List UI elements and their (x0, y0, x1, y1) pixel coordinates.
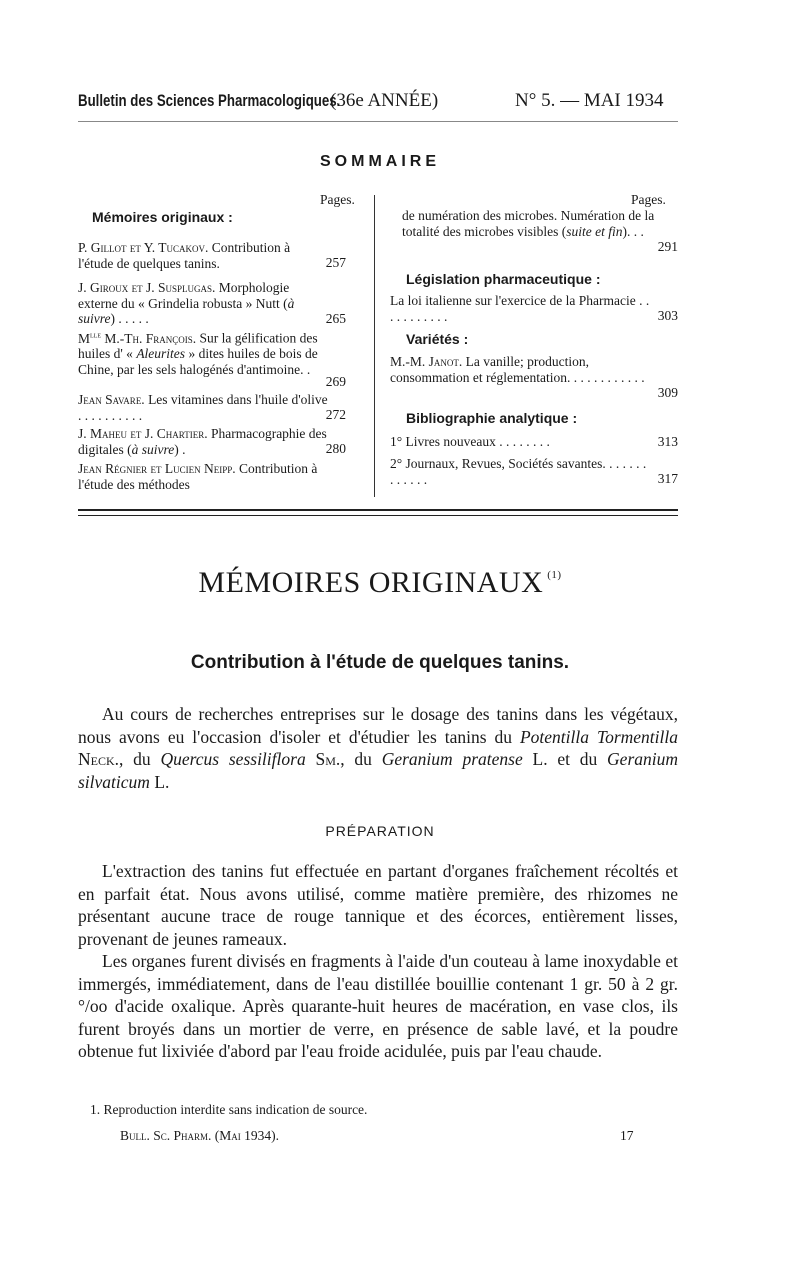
toc-entry: M.-M. Janot. La vanille; production, consommation et réglementation. . . . . . . . . . . . 309 (390, 354, 678, 400)
section-heading: MÉMOIRES ORIGINAUX $^{(1)}$ (198, 566, 562, 599)
volume-year: (36e ANNÉE) (330, 90, 439, 111)
toc-entry: Jean Régnier et Lucien Neipp. Contribution à l'étude des méthodes (78, 461, 318, 492)
right-pages-label: Pages. (631, 192, 666, 207)
paragraph: L'extraction des tanins fut effectuée en partant d'organes fraîchement récoltés et en parfait état. Nous avons utilisé, comme matière première, des rhizomes ne présentant aucune trace de rouge tannique et des écorces, entièrement lisses, provenant de jeunes rameaux. (78, 861, 678, 949)
summary-left-column (78, 208, 346, 498)
section-bibliographie: Bibliographie analytique : (406, 410, 578, 426)
subheading: PRÉPARATION (325, 823, 435, 839)
article-title: Contribution à l'étude de quelques tanins. (190, 652, 570, 673)
toc-entry: $M^{lle}$ M.-Th. François. Sur la gélification des huiles d' « Aleurites » dites huiles de bois de Chine, par les sels halogénés d'antimoine. . 269 (78, 330, 346, 389)
summary-rule-bottom (78, 515, 678, 516)
summary-right-column (390, 208, 678, 498)
toc-entry: 1° Livres nouveaux . . . . . . . . 313 (390, 434, 678, 449)
page-number: 17 (620, 1128, 634, 1143)
column-divider (374, 195, 375, 497)
journal-title: Bulletin des Sciences Pharmacologiques. (78, 91, 341, 110)
section-legislation: Législation pharmaceutique : (406, 271, 601, 287)
toc-entry: J. Maheu et J. Chartier. Pharmacographie des digitales (à suivre) . 280 (78, 426, 346, 457)
toc-entry: P. Gillot et Y. Tucakov. Contribution à l'étude de quelques tanins. 257 (78, 240, 346, 271)
section-varietes: Variétés : (406, 331, 469, 347)
body-paragraphs (78, 860, 678, 1063)
intro-paragraph: Au cours de recherches entreprises sur le dosage des tanins dans les végétaux, nous avons eu l'occasion d'isoler et d'étudier les tanins du Potentilla Tormentilla Neck., du Quercus sessiliflora Sm., du Geranium pratense L. et du Geranium silvaticum L. (78, 704, 679, 792)
toc-entry: 2° Journaux, Revues, Sociétés savantes. . . . . . . . . . . . . 317 (390, 456, 678, 487)
footnote-marker: (1) (547, 569, 562, 581)
summary-title: SOMMAIRE (320, 153, 440, 170)
toc-entry: J. Giroux et J. Susplugas. Morphologie externe du « Grindelia robusta » Nutt (à suivre) . . . . . 265 (78, 280, 346, 326)
footer-citation: Bull. Sc. Pharm. (Mai 1934). (120, 1128, 280, 1143)
summary-rule-top (78, 509, 678, 511)
left-pages-label: Pages. (320, 192, 355, 207)
toc-entry: de numération des microbes. Numération de la totalité des microbes visibles (suite et fin). . . 291 (402, 208, 678, 254)
section-memoires: Mémoires originaux : (92, 209, 233, 225)
toc-entry: La loi italienne sur l'exercice de la Pharmacie . . . . . . . . . . . 303 (390, 293, 678, 324)
header-rule (78, 121, 678, 122)
toc-entry: Jean Savare. Les vitamines dans l'huile d'olive . . . . . . . . . . 272 (78, 392, 346, 423)
footnote: 1. Reproduction interdite sans indication de source. (90, 1102, 368, 1117)
issue-number: N° 5. — MAI 1934 (515, 90, 664, 111)
paragraph: Les organes furent divisés en fragments à l'aide d'un couteau à lame inoxydable et immergés, immédiatement, dans de l'eau distillée bouillie contenant 1 gr. 50 à 2 gr. °/oo d'acide oxalique. Après quarante-huit heures de macération, en vase clos, ils furent broyés dans un mortier de verre, en présence de sable lavé, et la poudre obtenue fut lixiviée d'abord par l'eau froide acidulée, puis par l'eau chaude. (78, 951, 678, 1061)
